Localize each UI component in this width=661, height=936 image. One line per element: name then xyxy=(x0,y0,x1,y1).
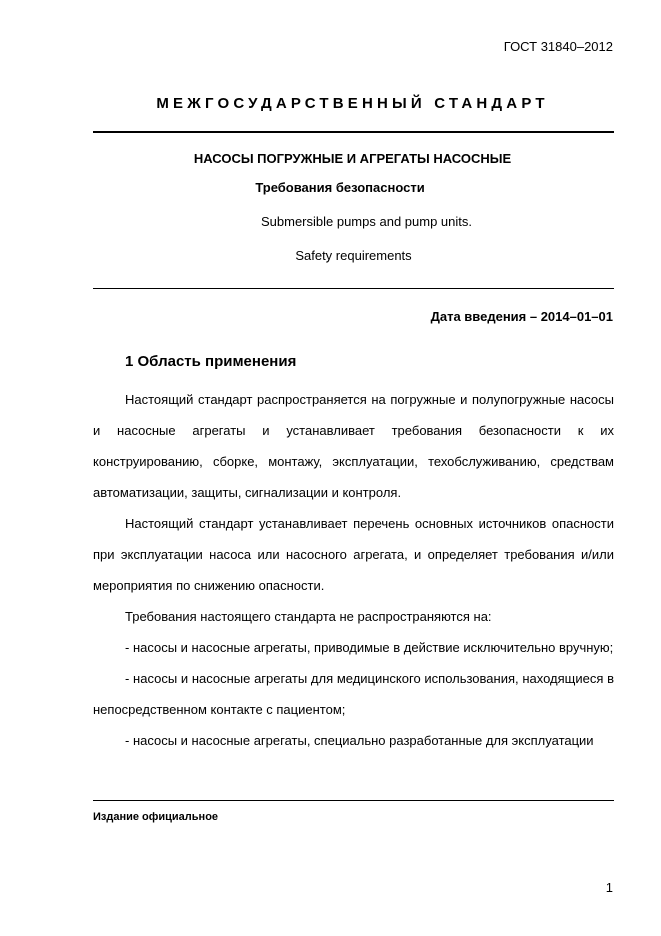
header-divider xyxy=(93,288,614,289)
document-title-ru: НАСОСЫ ПОГРУЖНЫЕ И АГРЕГАТЫ НАСОСНЫЕ xyxy=(193,151,512,166)
footer-divider xyxy=(93,800,614,801)
paragraph: Требования настоящего стандарта не распространяются на: xyxy=(125,609,492,624)
paragraph: Настоящий стандарт устанавливает перечень основных источников опасности при эксплуатации насоса или насосного агрегата, и определяет требования и/или мероприятия по снижению опасности. xyxy=(93,516,614,593)
standard-type-heading: МЕЖГОСУДАРСТВЕННЫЙ СТАНДАРТ xyxy=(156,95,549,112)
page-number: 1 xyxy=(605,880,613,895)
introduction-date: Дата введения – 2014–01–01 xyxy=(430,309,613,324)
paragraph: Настоящий стандарт распространяется на погружные и полупогружные насосы и насосные агрегаты и устанавливает требования безопасности к их конструированию, сборке, монтажу, эксплуатации, техобслуживанию, средствам автоматизации, защиты, сигнализации и контроля. xyxy=(93,392,614,500)
document-code: ГОСТ 31840–2012 xyxy=(503,39,613,54)
document-subtitle-ru: Требования безопасности xyxy=(255,180,425,195)
list-item: - насосы и насосные агрегаты для медицинского использования, находящиеся в непосредственном контакте с пациентом; xyxy=(93,671,614,717)
document-title-en: Submersible pumps and pump units. xyxy=(260,214,472,229)
document-subtitle-en: Safety requirements xyxy=(295,248,412,263)
list-item: - насосы и насосные агрегаты, приводимые в действие исключительно вручную; xyxy=(125,640,614,655)
edition-note: Издание официальное xyxy=(93,811,219,823)
title-divider xyxy=(93,131,614,133)
section-body xyxy=(93,384,614,756)
list-item: - насосы и насосные агрегаты, специально разработанные для эксплуатации xyxy=(125,733,594,748)
section-heading: 1 Область применения xyxy=(125,353,297,370)
